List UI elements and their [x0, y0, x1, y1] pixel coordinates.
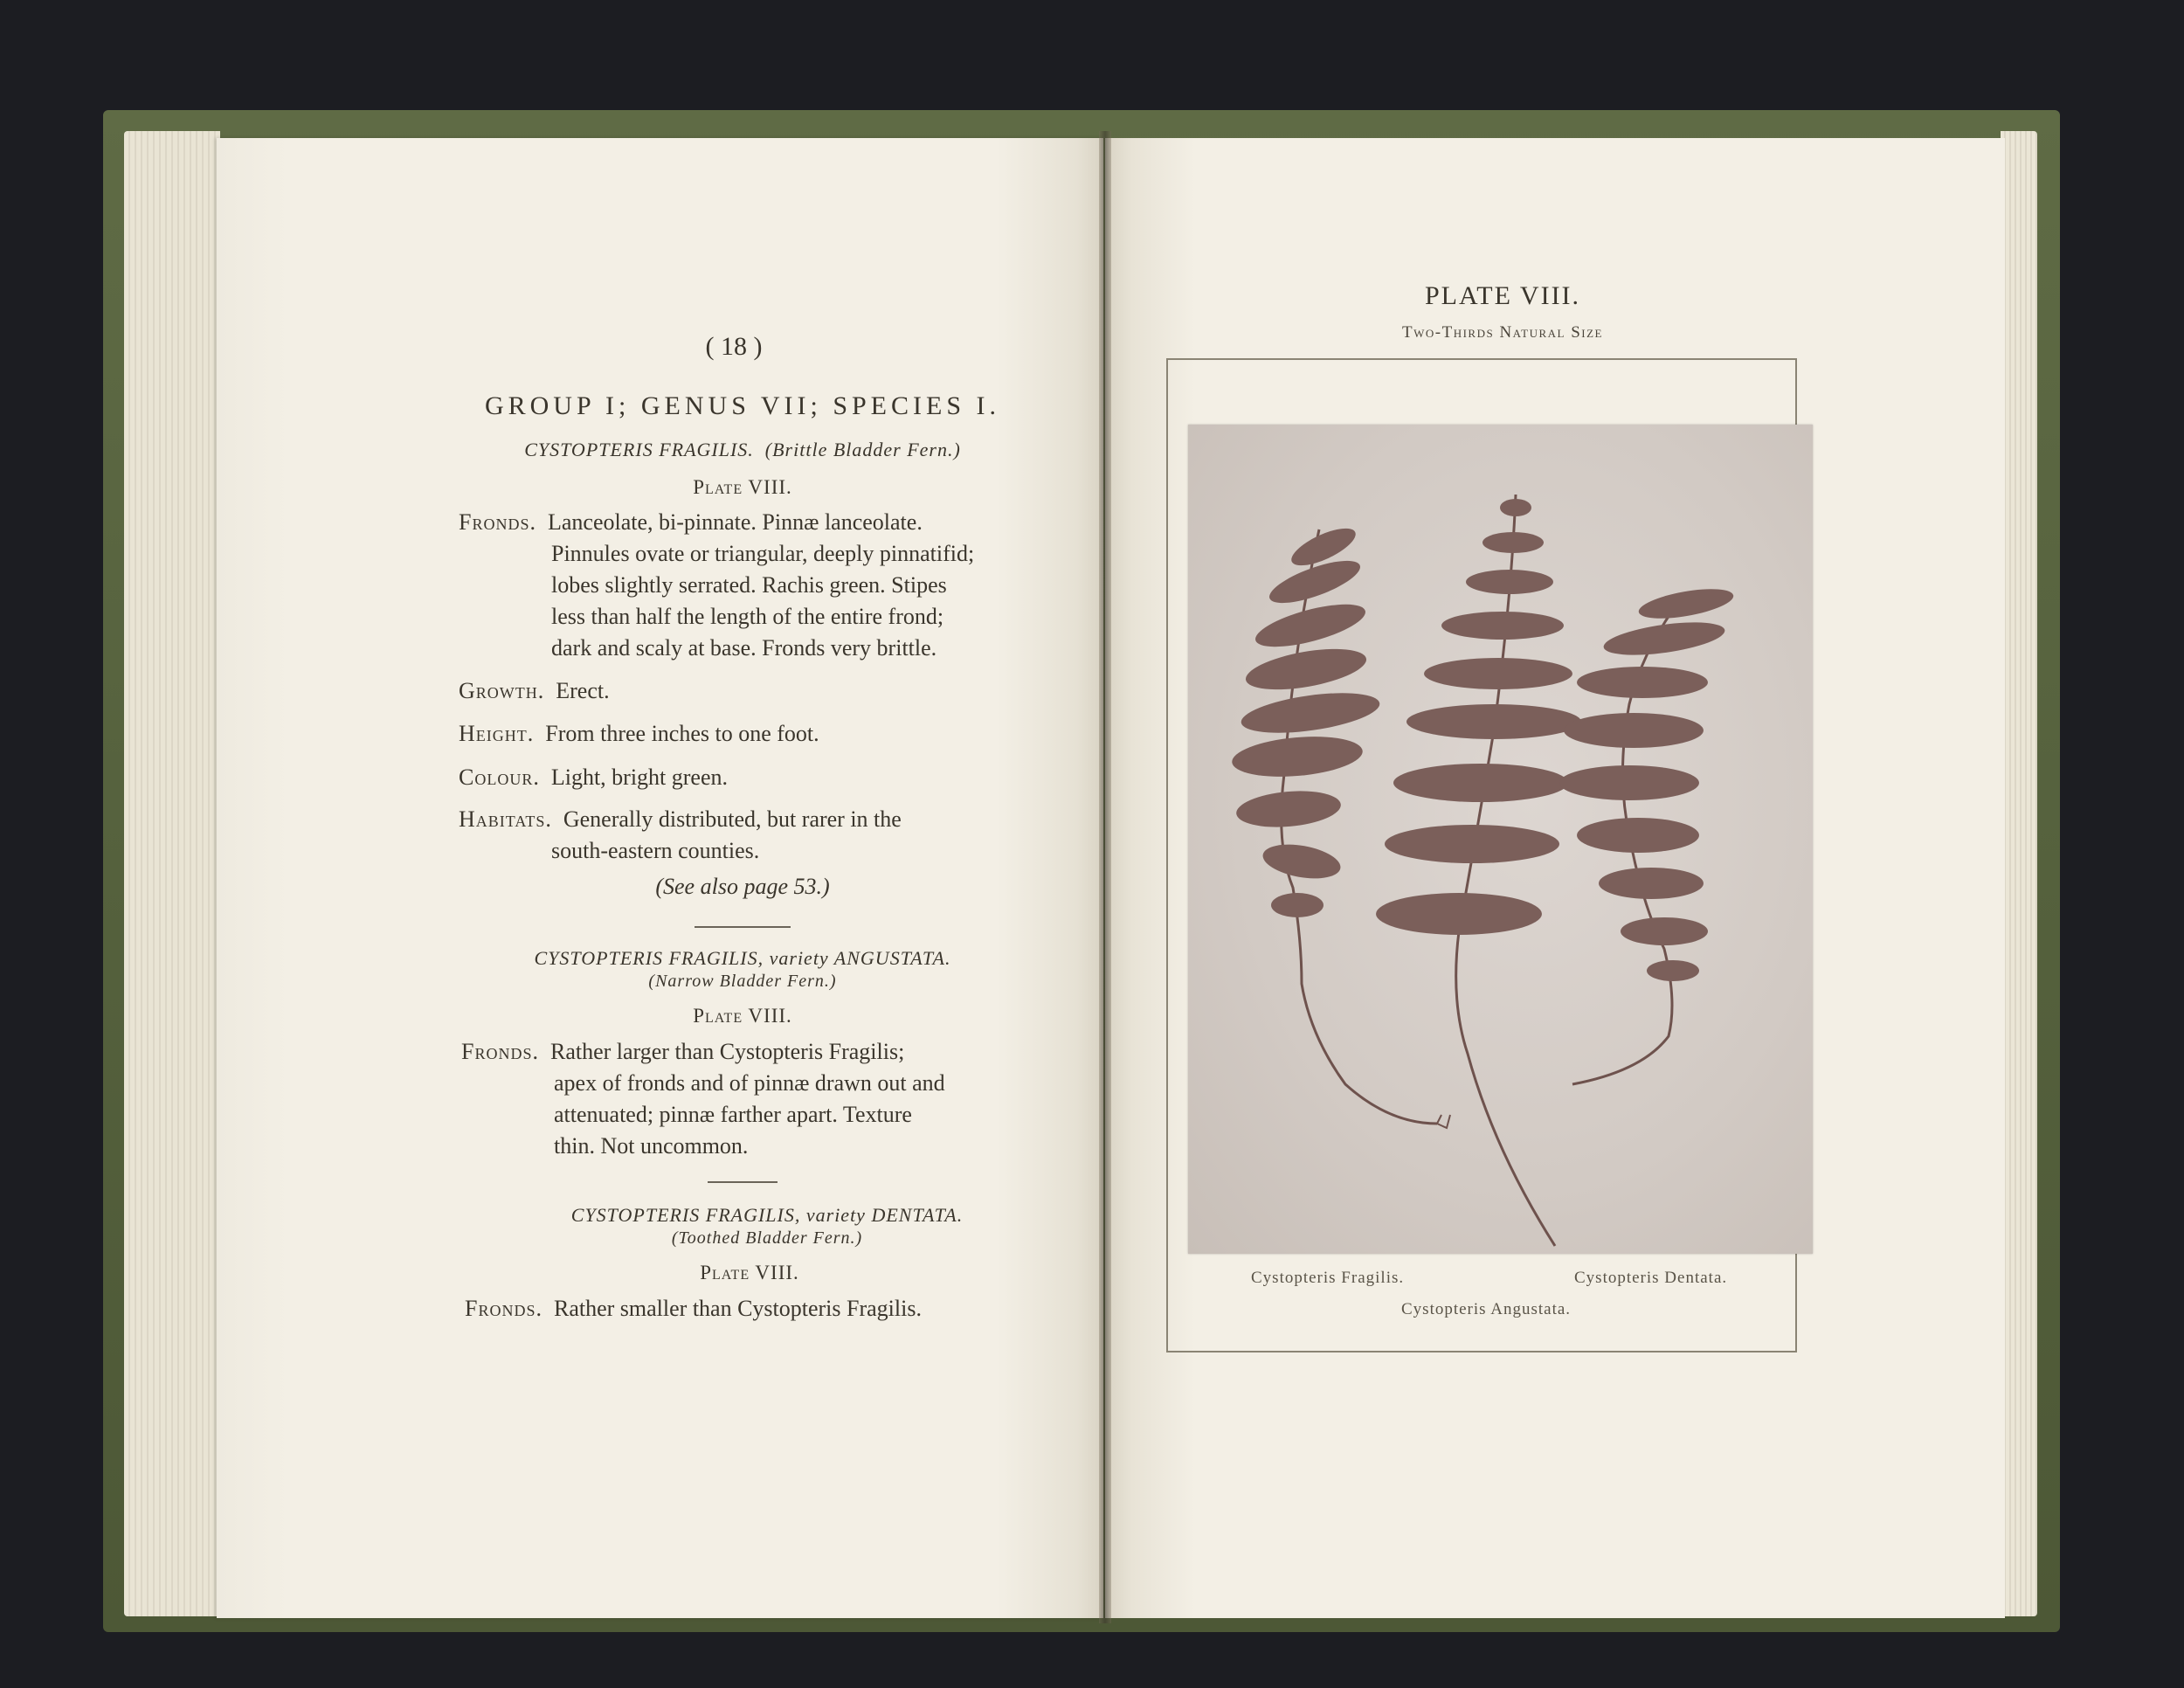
fern-photograph [1188, 425, 1813, 1254]
caption-fragilis: Cystopteris Fragilis. [1251, 1269, 1405, 1287]
height-value: From three inches to one foot. [545, 721, 819, 746]
plate-title: PLATE VIII. [1424, 281, 1581, 310]
variety-angustata-title: CYSTOPTERIS FRAGILIS, variety ANGUSTATA. [534, 947, 951, 969]
fronds-line: Pinnules ovate or triangular, deeply pinnatifid; [551, 541, 975, 566]
group-heading: GROUP I; GENUS VII; SPECIES I. [484, 391, 1001, 420]
fronds-line: thin. Not uncommon. [554, 1133, 749, 1159]
habitats-line: south-eastern counties. [551, 838, 760, 863]
fronds-line: dark and scaly at base. Fronds very brittle. [551, 635, 937, 661]
book-gutter [1099, 131, 1111, 1623]
fronds-label: Fronds. [461, 1039, 539, 1064]
variety-dentata-title: CYSTOPTERIS FRAGILIS, variety DENTATA. [570, 1204, 964, 1226]
fern-center [1376, 495, 1581, 1246]
page-edges-left [124, 131, 220, 1616]
height-entry [459, 718, 819, 750]
page-number: ( 18 ) [705, 332, 763, 361]
see-also-note: (See also page 53.) [655, 874, 830, 899]
fronds-line: Lanceolate, bi-pinnate. Pinnæ lanceolate. [547, 509, 923, 535]
fern-left [1230, 521, 1450, 1128]
colour-label: Colour. [459, 764, 540, 790]
growth-entry [459, 675, 610, 707]
fern-right [1559, 584, 1736, 1084]
fronds-entry [459, 507, 974, 664]
fern-specimens-illustration [1188, 425, 1813, 1254]
fronds-label: Fronds. [465, 1296, 543, 1321]
habitats-label: Habitats. [459, 806, 552, 832]
fronds-line: Rather larger than Cystopteris Fragilis; [549, 1039, 905, 1064]
height-label: Height. [459, 721, 535, 746]
fronds-line: attenuated; pinnæ farther apart. Texture [554, 1102, 912, 1127]
growth-value: Erect. [556, 678, 610, 703]
caption-dentata: Cystopteris Dentata. [1574, 1269, 1728, 1287]
habitats-line: Generally distributed, but rarer in the [563, 806, 902, 832]
colour-entry [459, 762, 728, 793]
habitats-entry [459, 804, 902, 867]
species-name: CYSTOPTERIS FRAGILIS. [524, 439, 754, 460]
plate-subtitle: Two-Thirds Natural Size [1402, 323, 1603, 342]
growth-label: Growth. [459, 678, 545, 703]
variety-angustata-plate-ref: Plate VIII. [693, 1005, 792, 1027]
variety-angustata-fronds [461, 1036, 945, 1162]
species-title [393, 439, 1092, 461]
species-plate-ref: Plate VIII. [693, 476, 792, 498]
colour-value: Light, bright green. [550, 764, 729, 790]
section-divider [695, 926, 791, 928]
variety-dentata-fronds [465, 1293, 922, 1325]
fronds-line: less than half the length of the entire frond; [551, 604, 944, 629]
variety-angustata-common: (Narrow Bladder Fern.) [648, 972, 837, 991]
caption-angustata: Cystopteris Angustata. [1401, 1300, 1572, 1318]
page-edges-right [2001, 131, 2037, 1616]
fronds-line: lobes slightly serrated. Rachis green. Stipes [551, 572, 947, 598]
variety-dentata-common: (Toothed Bladder Fern.) [671, 1228, 863, 1248]
species-common-name: (Brittle Bladder Fern.) [764, 439, 961, 460]
variety-dentata-plate-ref: Plate VIII. [700, 1262, 799, 1283]
fronds-line: apex of fronds and of pinnæ drawn out and [554, 1070, 945, 1096]
fronds-label: Fronds. [459, 509, 536, 535]
fronds-line: Rather smaller than Cystopteris Fragilis. [553, 1296, 922, 1321]
section-divider [708, 1181, 778, 1183]
